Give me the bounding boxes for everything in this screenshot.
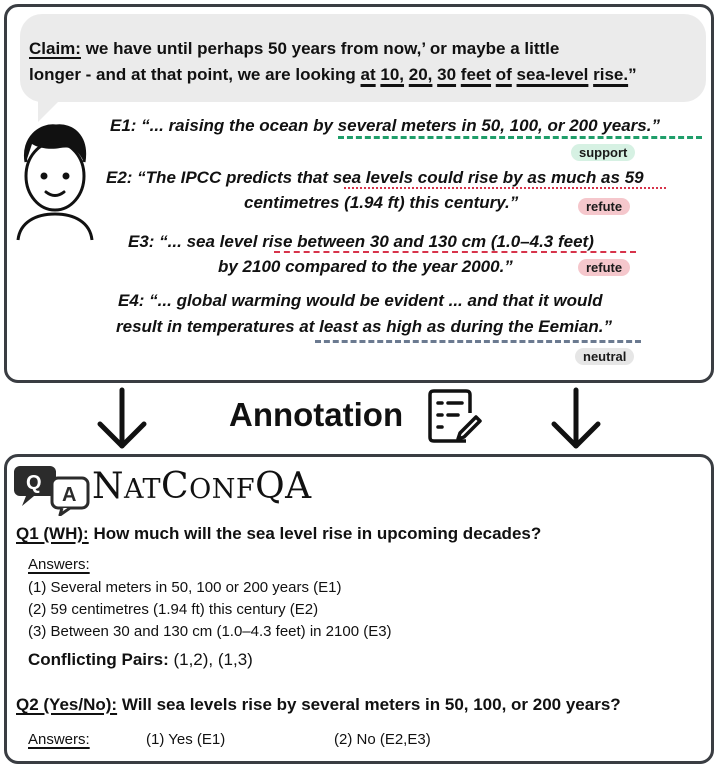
stance-badge-support: support [571, 144, 635, 161]
stance-badge-refute: refute [578, 198, 630, 215]
claim-text-1: we have until perhaps 50 years from now,’ or maybe a little [80, 39, 560, 58]
answer-item: (1) Several meters in 50, 100 or 200 years (E1) [28, 579, 342, 596]
claim-word: 20, [408, 65, 433, 84]
claim-word: feet [460, 65, 492, 84]
answer-item: (1) Yes (E1) [146, 731, 226, 748]
evidence-e4-line1: E4: “... global warming would be evident ... and that it would [118, 291, 603, 310]
answers-header: Answers: [28, 556, 90, 573]
claim-word: sea-level [516, 65, 589, 84]
brand-title [92, 466, 312, 507]
logo-q: Q [26, 472, 42, 494]
arrow-down-icon [94, 386, 150, 452]
question-1-text: How much will the sea level rise in upcoming decades? [88, 524, 542, 543]
evidence-e1: E1: “... raising the ocean by several meters in 50, 100, or 200 years.” [110, 116, 660, 135]
qa-logo-icon [12, 462, 92, 516]
brand-letter: C [161, 466, 190, 507]
evidence-e3-line2: by 2100 compared to the year 2000.” [218, 257, 513, 276]
evidence-e4-underline [315, 340, 641, 343]
evidence-e3-line1: E3: “... sea level rise between 30 and 130 cm (1.0–4.3 feet) [128, 232, 594, 251]
claim-line-2 [29, 65, 637, 85]
document-edit-icon [426, 389, 484, 449]
claim-line-1 [29, 39, 559, 59]
answer-item: (3) Between 30 and 130 cm (1.0–4.3 feet) in 2100 (E3) [28, 623, 392, 640]
claim-word: rise. [593, 65, 629, 84]
claim-word: at [360, 65, 376, 84]
conflicting-pairs-value: (1,2), (1,3) [168, 650, 253, 669]
logo-a: A [62, 484, 77, 506]
evidence-e2-underline [344, 187, 666, 189]
evidence-e2-line1: E2: “The IPCC predicts that sea levels could rise by as much as 59 [106, 168, 644, 187]
claim-word: 30 [437, 65, 457, 84]
answer-item: (2) 59 centimetres (1.94 ft) this century (E2) [28, 601, 319, 618]
evidence-e1-underline [338, 136, 702, 139]
annotation-label: Annotation [229, 396, 404, 433]
claim-end-quote: ” [628, 65, 637, 84]
brand-letters: AT [124, 474, 162, 505]
evidence-e2-line2: centimetres (1.94 ft) this century.” [244, 193, 519, 212]
question-2-text: Will sea levels rise by several meters in 50, 100, or 200 years? [117, 695, 621, 714]
claim-text-2: longer - and at that point, we are looking [29, 65, 361, 84]
brand-letter: N [92, 466, 124, 507]
claim-word: 10, [380, 65, 405, 84]
question-2 [16, 695, 621, 715]
answers-header: Answers: [28, 731, 90, 748]
claim-word: of [495, 65, 512, 84]
person-avatar-icon [14, 118, 96, 242]
question-1 [16, 524, 541, 544]
evidence-e4-line2: result in temperatures at least as high as during the Eemian.” [116, 317, 612, 336]
conflicting-pairs-label: Conflicting Pairs: [28, 650, 169, 669]
conflicting-pairs [28, 650, 253, 670]
question-2-label: Q2 (Yes/No): [16, 695, 118, 714]
brand-letters: ONF [189, 474, 256, 505]
answer-item: (2) No (E2,E3) [334, 731, 431, 748]
brand-letters: QA [255, 466, 312, 507]
question-1-label: Q1 (WH): [16, 524, 89, 543]
stance-badge-refute: refute [578, 259, 630, 276]
claim-label: Claim: [29, 39, 81, 58]
arrow-down-icon [548, 386, 604, 452]
stance-badge-neutral: neutral [575, 348, 634, 365]
evidence-e3-underline [274, 251, 636, 253]
